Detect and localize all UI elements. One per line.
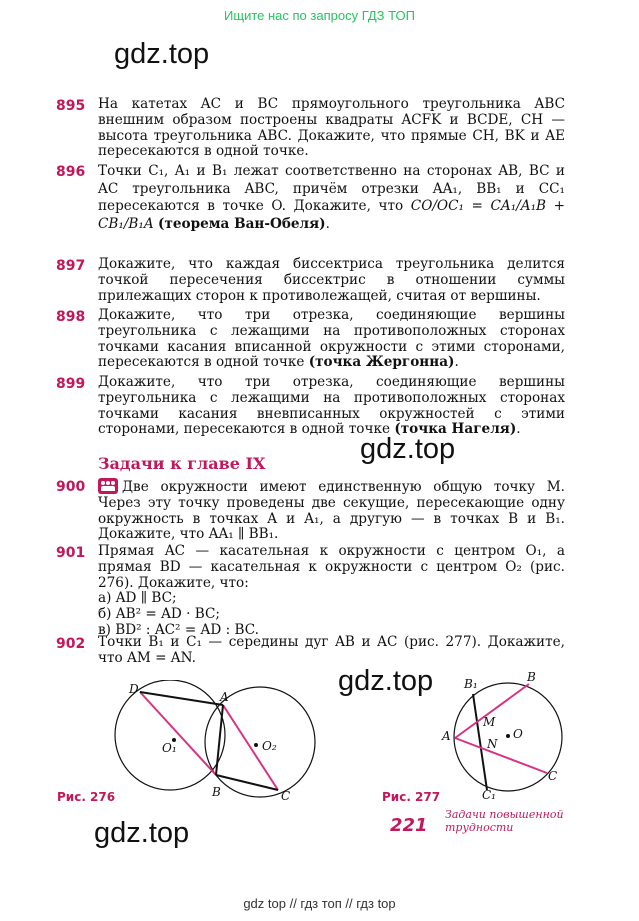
watermark: gdz.top [338, 665, 434, 697]
watermark: gdz.top [360, 433, 456, 465]
center-o [506, 734, 510, 738]
problem-number: 896 [56, 164, 86, 180]
group-work-icon [98, 478, 118, 494]
problem-number: 897 [56, 258, 86, 274]
problem-number: 899 [56, 376, 86, 392]
label-d: D [129, 682, 139, 696]
problem-number: 900 [56, 479, 86, 495]
page-number: 221 [390, 815, 428, 836]
problem-items [98, 591, 565, 638]
problem-text: Точки B₁ и C₁ — середины дуг AB и AC (рис. 277). Докажите, что AM = AN. [98, 634, 565, 666]
problem-text-end: . [454, 354, 459, 371]
label-o2: O₂ [262, 739, 277, 753]
hard-problems-legend: Задачи повышенной трудности [445, 808, 564, 834]
figure-caption: Рис. 276 [57, 790, 116, 804]
point-name: (точка Нагеля) [394, 421, 517, 438]
problem-text-end: . [325, 215, 330, 232]
label-o1: O₁ [162, 741, 177, 755]
label-c: C [548, 769, 558, 783]
label-a: A [442, 729, 451, 743]
problem-item: в) BD² : AC² = AD : BC. [98, 621, 259, 638]
problem-text-part: Докажите, что три отрезка, соединяющие вершины треугольника с лежащими на противоположных сторонах точками касания вписанной окружности с этими сторонами, пересекаются в одной точке [98, 307, 565, 371]
problem-text: Докажите, что каждая биссектриса треугольника делится точкой пересечения биссектрис в отношении суммы прилежащих сторон к противолежащей, считая от вершины. [98, 256, 565, 304]
problem-text-part: Докажите, что три отрезка, соединяющие вершины треугольника с лежащими на противоположных сторонах точками касания вневписанных окружностей с этими сторонами, пересекаются в одной точке [98, 374, 565, 438]
problem-number: 895 [56, 98, 86, 114]
problem-text [98, 308, 565, 371]
label-b: B [527, 672, 536, 684]
line-ab [216, 705, 223, 775]
point-name: (точка Жергонна) [308, 354, 455, 371]
theorem-name: (теорема Ван-Обеля) [158, 215, 326, 232]
problem-number: 902 [56, 636, 86, 652]
problem-text: На катетах AC и BC прямоугольного треугольника ABC внешним образом построены квадраты ACFK и BCDE, CH — высота треугольника ABC. Докажите, что прямые CH, BK и AE пересекаются в одной точке. [98, 96, 565, 160]
label-m: M [483, 715, 496, 729]
label-c: C [281, 789, 291, 803]
label-n: N [487, 737, 498, 751]
problem-text-part: Точки C₁, A₁ и B₁ лежат соответственно на сторонах AB, BC и AC треугольника ABC, причём отрезки AA₁, BB₁ и CC₁ пересекаются в точке O. Докажите, что [98, 163, 565, 214]
label-c1: C₁ [482, 788, 496, 802]
problem-text-end: . [516, 421, 521, 438]
label-a: A [220, 690, 229, 704]
problem-text [98, 163, 565, 233]
chapter-title: Задачи к главе IX [98, 454, 266, 473]
figure-caption: Рис. 277 [382, 790, 441, 804]
problem-item: б) AB² = AD · BC; [98, 605, 220, 622]
top-banner[interactable]: Ищите нас по запросу ГДЗ ТОП [224, 8, 415, 23]
problem-text: Прямая AC — касательная к окружности с центром O₁, а прямая BD — касательная к окружности с центром O₂ (рис. 276). Докажите, что: [98, 543, 565, 591]
figure-277 [440, 672, 580, 802]
bottom-banner[interactable]: gdz top // гдз топ // гдз top [243, 896, 396, 911]
figure-276 [110, 680, 340, 805]
problem-number: 898 [56, 309, 86, 325]
formula: CO/OC₁ = CA₁/A₁B + CB₁/B₁A [98, 198, 565, 232]
label-o: O [513, 727, 523, 741]
problem-text [98, 478, 565, 543]
problem-item: а) AD ∥ BC; [98, 590, 177, 606]
problem-text-part: Две окружности имеют единственную общую точку M. Через эту точку проведены две секущие, пересекающие одну окружность в точках A и A₁, а другую — в точках B и B₁. Докажите, что AA₁ ∥ BB₁. [98, 479, 565, 543]
line-b1c1 [473, 694, 487, 790]
line-ac [455, 738, 547, 773]
watermark: gdz.top [114, 38, 210, 70]
problem-text [98, 375, 565, 438]
watermark: gdz.top [94, 817, 190, 849]
center-o2 [254, 743, 258, 747]
problem-number: 901 [56, 545, 86, 561]
line-db [140, 692, 216, 775]
label-b: B [212, 785, 221, 799]
label-b1: B₁ [464, 677, 478, 691]
